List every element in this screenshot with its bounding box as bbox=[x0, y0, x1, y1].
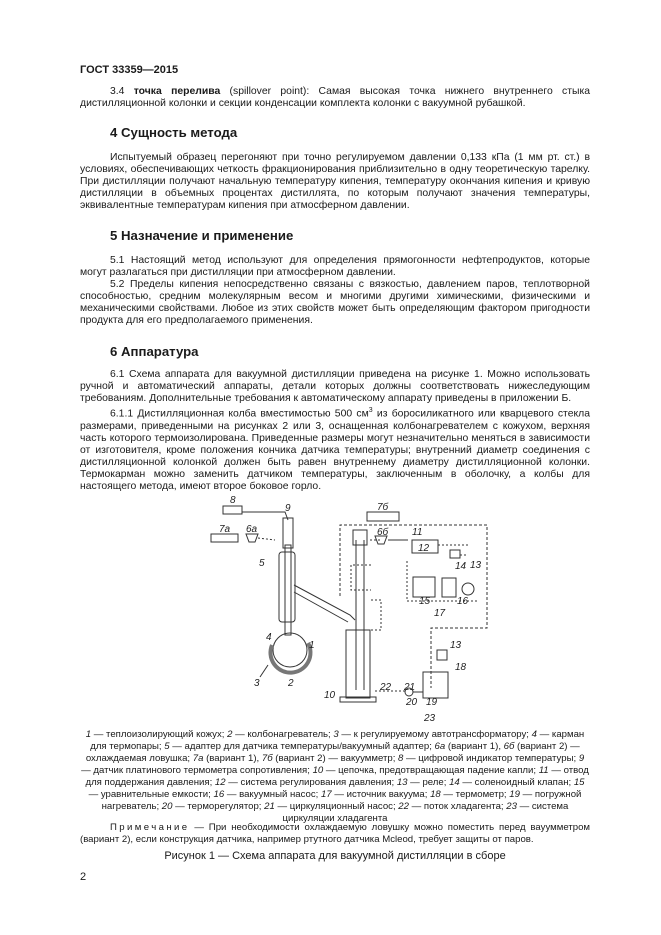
label-20: 20 bbox=[406, 697, 418, 708]
text: из боросиликатного или кварцевого стекла размерами, приведенными на рисунках 2 или 3, оснащенная колбонагревателем с кожухом, верхняя часть которого термоизолирована. Приведенные размеры могут незначительно меняться в зависимости от изготовителя, кроме положения кончика датчика температуры; внутренний диаметр соединения с дистилляционной колонкой должен быть равен внутреннему диаметру дистилляционной колонки. Термокарман можно заменить датчиком температуры, заключенным в оболочку, а колбы для настоящего метода, имеют второе боковое горло. bbox=[80, 408, 590, 493]
legend-text: — теплоизолирующий кожух; bbox=[91, 729, 228, 740]
label-2: 2 bbox=[288, 678, 294, 689]
legend-number: 14 bbox=[449, 777, 460, 788]
clause-text: (spillover point): Самая высокая точка нижнего внутреннего стыка дистилляционной колонки и секции конденсации комплекта колонки с вакуумной рубашкой. bbox=[80, 86, 590, 110]
legend-text: — колбонагреватель; bbox=[232, 729, 334, 740]
legend-number: 6а bbox=[434, 741, 446, 752]
section-4-heading: 4 Сущность метода bbox=[110, 125, 238, 140]
legend-text: — поток хладагента; bbox=[408, 801, 507, 812]
legend-text: (вариант 1), bbox=[445, 741, 504, 752]
legend-text: — система регулирования давления; bbox=[225, 777, 397, 788]
note-label: Примечание bbox=[110, 822, 190, 833]
legend-text: — соленоидный клапан; bbox=[459, 777, 574, 788]
legend-number: 7а bbox=[192, 753, 204, 764]
label-17: 17 bbox=[434, 608, 446, 619]
legend-text: — реле; bbox=[407, 777, 450, 788]
legend-number: 3 bbox=[333, 729, 339, 740]
legend-text: — термометр; bbox=[440, 789, 510, 800]
legend-number: 18 bbox=[430, 789, 441, 800]
paragraph-5-1: 5.1 Настоящий метод используют для определения прямогонности нефтепродуктов, которые могут разлагаться при дистилляции при атмосферном давлении. bbox=[80, 255, 590, 279]
legend-text: — уравнительные емкости; bbox=[88, 789, 214, 800]
legend-number: 17 bbox=[321, 789, 332, 800]
legend-number: 4 bbox=[531, 729, 537, 740]
document-code: ГОСТ 33359—2015 bbox=[80, 64, 179, 76]
label-4: 4 bbox=[266, 632, 272, 643]
legend-text: — цепочка, предотвращающая падение капли; bbox=[323, 765, 539, 776]
legend-text: — циркуляционный насос; bbox=[274, 801, 399, 812]
legend-text: — датчик платинового термометра сопротивления; bbox=[81, 765, 313, 776]
legend-text: (вариант 2) — охлаждаемая ловушка; bbox=[85, 741, 580, 764]
term: точка перелива bbox=[133, 86, 221, 97]
figure-legend bbox=[80, 729, 590, 825]
note-text: — При необходимости охлаждаемую ловушку можно поместить перед вауумметром (вариант 2), если конструкция датчика, например ртутного датчика Mcleod, требует защиты от паров. bbox=[80, 822, 590, 845]
label-9: 9 bbox=[285, 503, 291, 514]
label-16: 16 bbox=[457, 596, 469, 607]
digital-indicator-box bbox=[223, 506, 242, 514]
label-14: 14 bbox=[455, 561, 467, 572]
legend-text: (вариант 1), bbox=[203, 753, 262, 764]
label-6a: 6а bbox=[246, 524, 258, 535]
paragraph: Испытуемый образец перегоняют при точно регулируемом давлении 0,133 кПа (1 мм рт. ст.) в условиях, обеспечивающих четкость фракционирования приблизительно в одну теоретическую тарелку. При дистилляции получают начальную температуру кипения, температуру окончания кипения и кривую дистилляции в объемных процентах дистиллята, по которым получают значения температуры, эквивалентные температурам кипения при атмосферном давлении. bbox=[80, 152, 590, 212]
legend-text: — карман для термопары; bbox=[90, 729, 585, 752]
legend-number: 22 bbox=[398, 801, 409, 812]
superscript: 3 bbox=[368, 407, 373, 415]
figure-note bbox=[80, 822, 590, 846]
legend-number: 11 bbox=[538, 765, 549, 776]
paragraph-5-2: 5.2 Пределы кипения непосредственно связаны с вязкостью, давлением паров, теплотворной способностью, средним молекулярным весом и многими другими химическими, физическими и механическими свойствами. Любое из этих свойств может быть определяющим фактором пригодности продукта для его предполагаемого применения. bbox=[80, 279, 590, 327]
legend-number: 10 bbox=[312, 765, 324, 776]
label-22: 22 bbox=[380, 682, 392, 693]
legend-number: 1 bbox=[85, 729, 92, 740]
label-6b: 6б bbox=[377, 527, 389, 538]
section-6-heading: 6 Аппаратура bbox=[110, 344, 199, 359]
legend-number: 20 bbox=[161, 801, 173, 812]
vacuum-gauge-7b bbox=[367, 512, 399, 521]
label-12: 12 bbox=[418, 543, 430, 554]
figure-caption: Рисунок 1 — Схема аппарата для вакуумной дистилляции в сборе bbox=[164, 850, 506, 862]
legend-text: — система циркуляции хладагента bbox=[282, 801, 569, 824]
label-3: 3 bbox=[254, 678, 260, 689]
legend-text: — к регулируемому автотрансформатору; bbox=[338, 729, 532, 740]
label-13-relay: 13 bbox=[450, 640, 462, 651]
legend-text: — источник вакуума; bbox=[331, 789, 431, 800]
legend-number: 9 bbox=[578, 753, 585, 764]
legend-number: 21 bbox=[264, 801, 275, 812]
label-19: 19 bbox=[426, 697, 438, 708]
text: 6.1.1 Дистилляционная колба вместимостью 500 см bbox=[110, 408, 369, 420]
label-13: 13 bbox=[470, 560, 482, 571]
clause-number: 3.4 bbox=[110, 86, 125, 97]
label-5: 5 bbox=[259, 558, 265, 569]
legend-number: 23 bbox=[506, 801, 517, 812]
legend-text: — терморегулятор; bbox=[172, 801, 265, 812]
label-7b: 7б bbox=[377, 502, 389, 513]
paragraph-6-1: 6.1 Схема аппарата для вакуумной дистилляции приведена на рисунке 1. Можно использовать ручной и автоматический аппараты, детали которых должны соответствовать нижеследующим требованиям. Дополнительные требования к автоматическому аппарату приведены в приложении Б. bbox=[80, 369, 590, 405]
label-8: 8 bbox=[230, 495, 236, 506]
legend-number: 12 bbox=[214, 777, 226, 788]
legend-text: — погружной нагреватель; bbox=[101, 789, 582, 812]
label-7a: 7а bbox=[219, 524, 231, 535]
label-11: 11 bbox=[412, 527, 423, 538]
label-18: 18 bbox=[455, 662, 467, 673]
legend-number: 15 bbox=[573, 777, 585, 788]
page-number: 2 bbox=[80, 871, 87, 883]
label-1: 1 bbox=[309, 640, 315, 651]
legend-text: (вариант 2) — вакуумметр; bbox=[272, 753, 399, 764]
label-10: 10 bbox=[324, 690, 336, 701]
legend-number: 6б bbox=[503, 741, 515, 752]
label-21: 21 bbox=[404, 682, 416, 693]
legend-number: 19 bbox=[509, 789, 520, 800]
legend-text: — адаптер для датчика температуры/вакуумный адаптер; bbox=[169, 741, 435, 752]
legend-number: 13 bbox=[396, 777, 408, 788]
coolant-bath bbox=[423, 672, 448, 698]
legend-text: — вакуумный насос; bbox=[224, 789, 322, 800]
legend-text: — отвод для поддержания давления; bbox=[85, 765, 589, 788]
label-15: 15 bbox=[419, 596, 431, 607]
label-23: 23 bbox=[424, 713, 436, 724]
legend-text: — цифровой индикатор температуры; bbox=[403, 753, 579, 764]
legend-number: 8 bbox=[398, 753, 404, 764]
legend-number: 2 bbox=[227, 729, 233, 740]
legend-number: 5 bbox=[164, 741, 170, 752]
vacuum-gauge-7a bbox=[211, 534, 238, 542]
legend-number: 16 bbox=[213, 789, 225, 800]
section-5-heading: 5 Назначение и применение bbox=[110, 228, 294, 243]
legend-number: 7б bbox=[261, 753, 273, 764]
